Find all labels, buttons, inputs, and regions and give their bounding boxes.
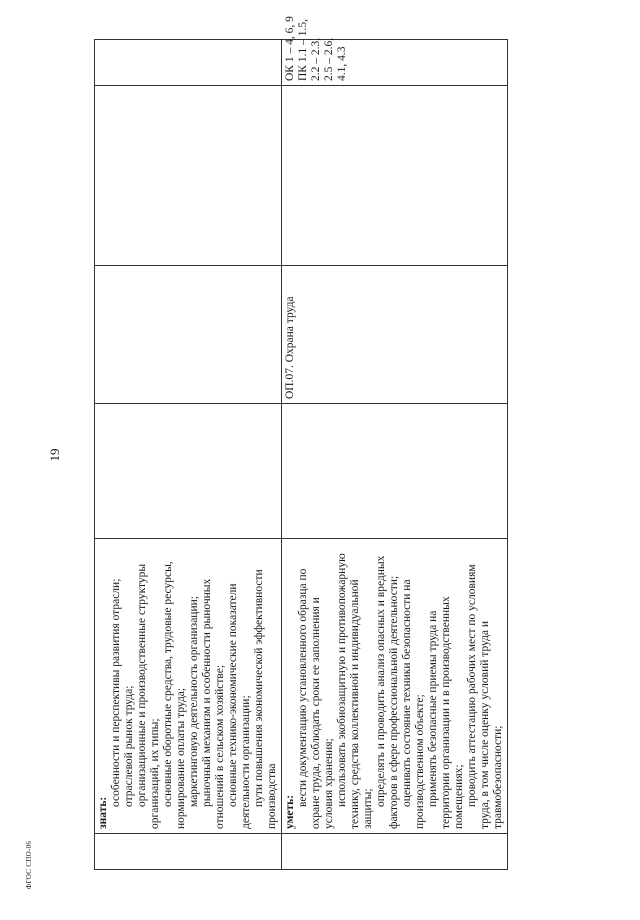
curriculum-table: [94, 16, 508, 870]
knowledge-line: отношений в сельском хозяйстве;: [214, 664, 226, 829]
table-row: [282, 40, 508, 870]
page-number: 19: [47, 448, 62, 462]
skills-line: помещениях;: [453, 764, 465, 829]
skills-line: оценивать состояние техники безопасности на: [401, 579, 413, 807]
discipline-name: ОП.07. Охрана труда: [284, 296, 296, 399]
knowledge-line: основные оборотные средства, трудовые ресурсы,: [162, 561, 174, 807]
knowledge-line: производства: [266, 763, 278, 829]
footer-code: ФГОС СПО-06: [25, 840, 33, 890]
cell-skills: [282, 539, 508, 834]
skills-line: территории организации и в производственных: [440, 596, 452, 829]
cell-empty: [282, 834, 508, 870]
competency-code: ОК 1 – 4, 6, 9: [284, 16, 296, 81]
skills-line: травмобезопасности;: [492, 725, 504, 829]
cell-empty: [95, 404, 282, 539]
skills-line: труда, в том числе оценку условий труда и: [479, 620, 491, 829]
skills-line: вести документацию установленного образца по: [297, 568, 309, 807]
knowledge-line: деятельности организации;: [240, 695, 252, 829]
cell-empty: [95, 834, 282, 870]
cell-empty: [95, 86, 282, 266]
knowledge-line: отраслевой рынок труда;: [123, 685, 135, 807]
skills-line: технику, средства коллективной и индивидуальной: [349, 579, 361, 829]
skills-line: применять безопасные приемы труда на: [427, 610, 439, 807]
skills-line: охране труда, соблюдать сроки ее заполнения и: [310, 597, 322, 829]
knowledge-line: основные технико-экономические показатели: [227, 583, 239, 807]
skills-line: определять и проводить анализ опасных и вредных: [375, 555, 387, 807]
knowledge-line: рыночный механизм и особенности рыночных: [201, 578, 213, 807]
knowledge-line: пути повышения экономической эффективности: [253, 569, 265, 807]
cell-discipline: [282, 266, 508, 404]
cell-empty: [95, 40, 282, 86]
skills-line: использовать экобиозащитную и противопожарную: [336, 553, 348, 807]
skills-line: производственном объекте;: [414, 694, 426, 829]
skills-heading: уметь:: [284, 794, 296, 829]
competency-code: 2.2 – 2.3,: [310, 37, 322, 81]
cell-empty: [282, 86, 508, 266]
rotated-table: [94, 16, 504, 870]
competency-code: 2.5 – 2.6,: [323, 37, 335, 81]
skills-line: защиты;: [362, 788, 374, 829]
cell-empty: [282, 404, 508, 539]
competency-code: ПК 1.1 – 1.5,: [297, 19, 309, 81]
skills-line: условия хранения;: [323, 738, 335, 829]
document-table-region: [96, 16, 504, 870]
skills-line: проводить аттестацию рабочих мест по условиям: [466, 564, 478, 807]
competency-code: 4.1, 4.3: [336, 46, 348, 81]
knowledge-line: маркетинговую деятельность организации;: [188, 596, 200, 807]
skills-line: факторов в сфере профессиональной деятельности;: [388, 575, 400, 829]
knowledge-line: нормирование оплаты труда;: [175, 687, 187, 829]
knowledge-line: организационные и производственные структуры: [136, 563, 148, 807]
knowledge-line: организаций, их типы;: [149, 718, 161, 829]
knowledge-line: особенности и перспективы развития отрасли;: [110, 578, 122, 807]
knowledge-heading: знать:: [97, 796, 109, 829]
cell-competencies: [282, 16, 508, 86]
cell-empty: [95, 266, 282, 404]
table-row: [95, 40, 282, 870]
cell-knowledge: [95, 539, 282, 834]
